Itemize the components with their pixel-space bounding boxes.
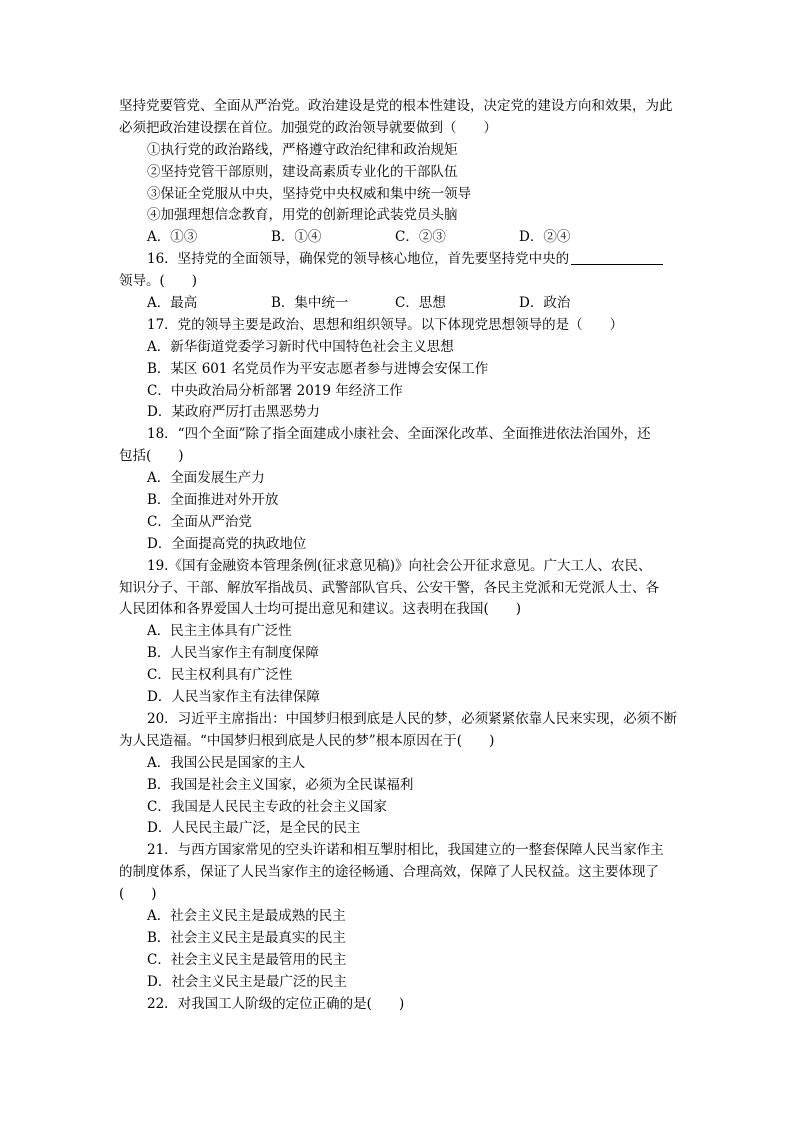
q18-stem-line2: 包括( ) xyxy=(119,448,184,465)
q15-stem-line1: 坚持党要管党、全面从严治党。政治建设是党的根本性建设，决定党的建设方向和效果，为此 xyxy=(119,98,673,114)
q20-option-c: C．我国是人民民主专政的社会主义国家 xyxy=(147,798,387,815)
q19-stem-line2: 知识分子、干部、解放军指战员、武警部队官兵、公安干警，各民主党派和无党派人士、各 xyxy=(119,579,659,596)
q17-option-c: C．中央政治局分析部署 2019 年经济工作 xyxy=(147,382,403,399)
q18-option-d: D．全面提高党的执政地位 xyxy=(147,535,307,552)
q19-stem-line3: 人民团体和各界爱国人士均可提出意见和建议。这表明在我国( ) xyxy=(119,601,522,618)
q15-option-c: C．②③ xyxy=(395,229,446,246)
q16-option-d: D．政治 xyxy=(519,295,571,312)
q21-stem-line1: 21．与西方国家常见的空头许诺和相互掣肘相比，我国建立的一整套保障人民当家作主 xyxy=(147,842,664,859)
q19-stem-line1: 19.《国有金融资本管理条例(征求意见稿)》向社会公开征求意见。广大工人、农民、 xyxy=(147,557,652,574)
q16-stem-line2: 领导。( ) xyxy=(119,273,198,290)
q15-item-4: ④加强理想信念教育，用党的创新理论武装党员头脑 xyxy=(147,207,458,224)
q20-stem-line2: 为人民造福。“中国梦归根到底是人民的梦”根本原因在于( ) xyxy=(119,732,495,749)
q16-option-c: C．思想 xyxy=(395,295,446,312)
q16-option-b: B．集中统一 xyxy=(271,295,349,312)
q15-option-b: B．①④ xyxy=(271,229,322,246)
q15-option-a: A．①③ xyxy=(147,229,198,246)
q19-option-c: C．民主权利具有广泛性 xyxy=(147,667,293,684)
q19-option-d: D．人民当家作主有法律保障 xyxy=(147,689,320,706)
q18-option-c: C．全面从严治党 xyxy=(147,513,252,530)
q19-option-a: A．民主主体具有广泛性 xyxy=(147,623,292,640)
q16-stem-text: 16．坚持党的全面领导，确保党的领导核心地位，首先要坚持党中央的 xyxy=(147,251,570,268)
q15-item-3: ③保证全党服从中央，坚持党中央权威和集中统一领导 xyxy=(147,185,471,202)
q18-option-b: B．全面推进对外开放 xyxy=(147,492,279,509)
q19-option-b: B．人民当家作主有制度保障 xyxy=(147,645,319,662)
q21-stem-line3: ( ) xyxy=(119,886,157,903)
q21-stem-line2: 的制度体系，保证了人民当家作主的途径畅通、合理高效，保障了人民权益。这主要体现了 xyxy=(119,864,659,881)
q21-option-a: A．社会主义民主是最成熟的民主 xyxy=(147,907,346,924)
q21-option-c: C．社会主义民主是最管用的民主 xyxy=(147,951,347,968)
q21-option-b: B．社会主义民主是最真实的民主 xyxy=(147,929,346,946)
q17-stem: 17．党的领导主要是政治、思想和组织领导。以下体现党思想领导的是（ ） xyxy=(147,316,624,333)
q15-stem-line2: 必须把政治建设摆在首位。加强党的政治领导就要做到（ ） xyxy=(119,119,497,136)
q20-option-a: A．我国公民是国家的主人 xyxy=(147,754,306,771)
q17-option-a: A．新华街道党委学习新时代中国特色社会主义思想 xyxy=(147,338,454,355)
q15-item-2: ②坚持党管干部原则，建设高素质专业化的干部队伍 xyxy=(147,163,458,180)
q22-stem: 22．对我国工人阶级的定位正确的是( ) xyxy=(147,995,405,1012)
q15-option-d: D．②④ xyxy=(519,229,571,246)
q16-answer-blank xyxy=(571,250,663,265)
q15-item-1: ①执行党的政治路线，严格遵守政治纪律和政治规矩 xyxy=(147,141,458,158)
q20-option-d: D．人民民主最广泛，是全民的民主 xyxy=(147,820,361,837)
q21-option-d: D．社会主义民主是最广泛的民主 xyxy=(147,973,347,990)
q16-stem-line1 xyxy=(119,249,676,271)
q17-option-d: D．某政府严厉打击黑恶势力 xyxy=(147,404,320,421)
question-list xyxy=(119,96,676,1015)
q20-stem-line1: 20．习近平主席指出：中国梦归根到底是人民的梦，必须紧紧依靠人民来实现，必须不断 xyxy=(147,710,678,727)
q18-option-a: A．全面发展生产力 xyxy=(147,470,265,487)
q18-stem-line1: 18．“四个全面”除了指全面建成小康社会、全面深化改革、全面推进依法治国外，还 xyxy=(147,426,651,443)
q20-option-b: B．我国是社会主义国家，必须为全民谋福利 xyxy=(147,776,414,793)
q17-option-b: B．某区 601 名党员作为平安志愿者参与进博会安保工作 xyxy=(147,360,489,377)
q15-options xyxy=(119,227,676,249)
q16-options xyxy=(119,293,676,315)
q16-option-a: A．最高 xyxy=(147,295,198,312)
